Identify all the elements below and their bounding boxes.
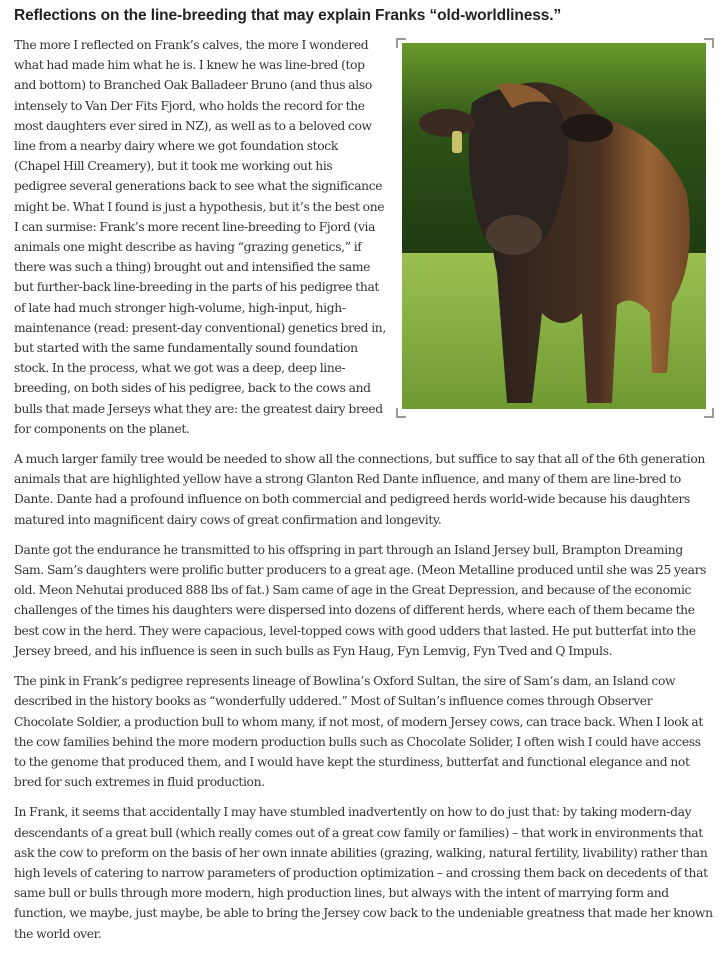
article-title: Reflections on the line-breeding that may explain Franks “old-worldliness.” (14, 7, 562, 24)
article (14, 6, 714, 954)
bull-muzzle (486, 215, 542, 255)
frame-corner-bottom-right (704, 408, 714, 418)
bull-photo-figure (396, 38, 714, 418)
frame-corner-bottom-left (396, 408, 406, 418)
paragraph-3: Dante got the endurance he transmitted to his offspring in part through an Island Jersey bull, Brampton Dreaming Sam. Sam’s daughters were prolific butter producers to a great age. (Meon Metalline produced until she was 25 years old. Meon Nehutai produced 888 lbs of fat.) Sam came of age in the Great Depression, and because of the economic challenges of the times his daughters were dispersed into dozens of different herds, where each of them became the best cow in the herd. They were capacious, level-topped cows with good udders that lasted. He put butterfat into the Jersey breed, and his influence is seen in such bulls as Fyn Haug, Fyn Lemvig, Fyn Tved and Q Impuls. (14, 542, 707, 658)
paragraph-4: The pink in Frank’s pedigree represents lineage of Bowlina’s Oxford Sultan, the sire of Sam’s dam, an Island cow described in the history books as “wonderfully uddered.” Most of Sultan’s influence comes through Observer Chocolate Soldier, a production bull to whom many, if not most, of modern Jersey cows, can trace back. When I look at the cow families behind the more modern production bulls such as Chocolate Solider, I often wish I could have access to the genome that produced them, and I would have kept the sturdiness, butterfat and functional elegance and not bred for such extremes in fluid production. (14, 674, 703, 790)
paragraph-5: In Frank, it seems that accidentally I may have stumbled inadvertently on how to do just that: by taking modern-day descendants of a great bull (which really comes out of a great cow family or families) – that work in environments that ask the cow to preform on the basis of her own innate abilities (grazing, walking, natural fertility, livability) rather than high levels of catering to narrow parameters of production optimization – and crossing them back on decedents of that same bull or bulls through more modern, high production lines, but always with the intent of marrying form and function, we maybe, just maybe, be able to bring the Jersey cow back to the undeniable greatness that made her known the world over. (14, 805, 713, 941)
bull-photo-image (402, 43, 706, 409)
paragraph-2: A much larger family tree would be needed to show all the connections, but suffice to say that all of the 6th generation animals that are highlighted yellow have a strong Glanton Red Dante influence, and many of them are line-bred to Dante. Dante had a profound influence on both commercial and pedigreed herds world-wide because his daughters matured into magnificent dairy cows of great confirmation and longevity. (14, 452, 705, 527)
bull-ear-left (419, 109, 475, 137)
ear-tag (452, 131, 462, 153)
bull-photo (402, 43, 706, 409)
paragraph-1: The more I reflected on Frank’s calves, the more I wondered what had made him what he is. I knew he was line-bred (top and bottom) to Branched Oak Balladeer Bruno (and thus also intensely to Van Der Fits Fjord, who holds the record for the most daughters ever sired in NZ), as well as to a beloved cow line from a nearby dairy where we got foundation stock (Chapel Hill Creamery), but it took me working out his pedigree several generations back to see what the significance might be. What I found is just a hypothesis, but it’s the best one I can surmise: Frank’s more recent line-breeding to Fjord (via animals one might describe as having “grazing genetics,” if there was such a thing) brought out and intensified the same but further-back line-breeding in the parts of his pedigree that of late had much stronger high-volume, high-input, high-maintenance (read: present-day conventional) genetics bred in, but started with the same fundamentally sound foundation stock. In the process, what we got was a deep, deep line-breeding, on both sides of his pedigree, back to the cows and bulls that made Jerseys what they are: the greatest dairy breed for components on the planet. (14, 38, 386, 436)
bull-ear-right (561, 114, 613, 142)
